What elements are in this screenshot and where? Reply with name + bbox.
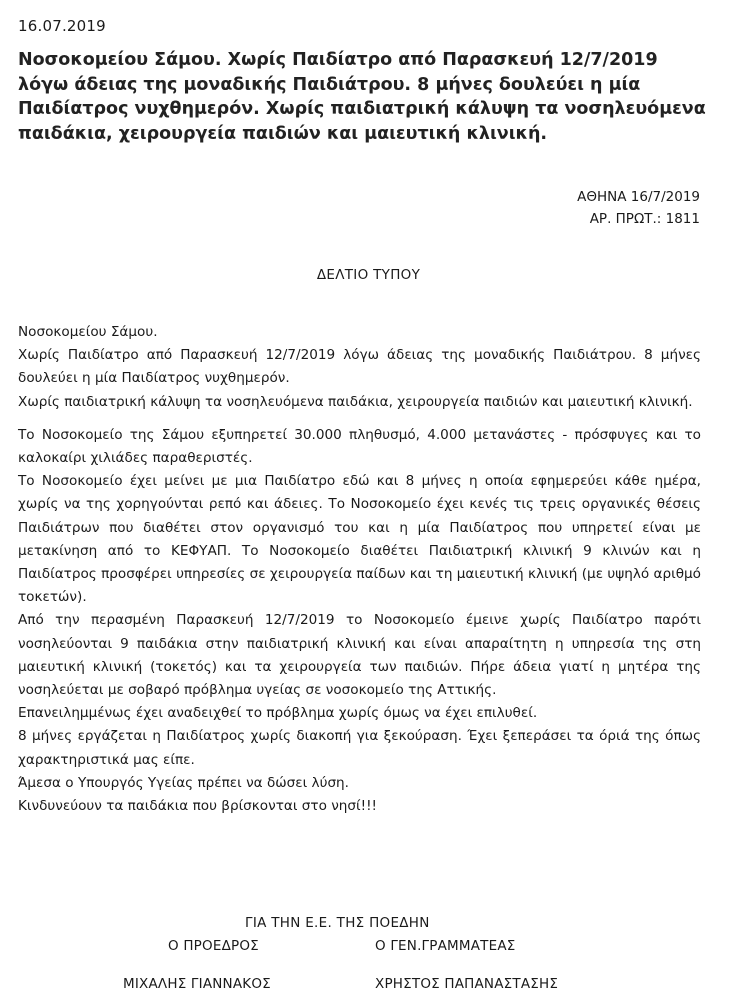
article-headline: Νοσοκομείου Σάμου. Χωρίς Παιδίατρο από Παρασκευή 12/7/2019 λόγω άδειας της μοναδικής Παιδιάτρου. 8 μήνες δουλεύει η μία Παιδίατρος νυχθημερόν. Χωρίς παιδιατρική κάλυψη τα νοσηλευόμενα παιδάκια, χειρουργεία παιδιών και μαιευτική κλινική. — [18, 50, 706, 144]
place-date: ΑΘΗΝΑ 16/7/2019 — [577, 189, 700, 205]
body-paragraph: Άμεσα ο Υπουργός Υγείας πρέπει να δώσει λύση. — [18, 774, 349, 791]
intro-line: Νοσοκομείου Σάμου. — [18, 324, 158, 340]
body-paragraph: 8 μήνες εργάζεται η Παιδίατρος χωρίς διακοπή για ξεκούραση. Έχει ξεπεράσει τα όριά της όπως χαρακτηριστικά μας είπε. — [18, 728, 701, 768]
intro-line: Χωρίς παιδιατρική κάλυψη τα νοσηλευόμενα παιδάκια, χειρουργεία παιδιών και μαιευτική κλινική. — [18, 393, 693, 410]
signature-header: ΓΙΑ ΤΗΝ Ε.Ε. ΤΗΣ ΠΟΕΔΗΝ — [245, 915, 430, 931]
president-name: ΜΙΧΑΛΗΣ ΓΙΑΝΝΑΚΟΣ — [123, 976, 271, 992]
article-date: 16.07.2019 — [18, 17, 106, 35]
body-paragraph: Κινδυνεύουν τα παιδάκια που βρίσκονται στο νησί!!! — [18, 798, 377, 815]
body-paragraph: Το Νοσοκομείο έχει μείνει με μια Παιδίατρο εδώ και 8 μήνες η οποία εφημερεύει κάθε ημέρα, χωρίς να της χορηγούνται ρεπό και άδειες. Το Νοσοκομείο έχει κενές τις τρεις οργανικές θέσεις Παιδιάτρων που διαθέτει στον οργανισμό του και η μία Παιδίατρος που υπηρετεί είναι με μετακίνηση από το ΚΕΦΥΑΠ. Το Νοσοκομείο διαθέτει Παιδιατρική κλινική 9 κλινών και η Παιδίατρος προσφέρει υπηρεσίες σε χειρουργεία παίδων και τη μαιευτική κλινική (με υψηλό αριθμό τοκετών). — [18, 473, 701, 606]
general-secretary-title: Ο ΓΕΝ.ΓΡΑΜΜΑΤΕΑΣ — [375, 938, 516, 954]
paragraph-gap — [18, 414, 701, 424]
president-title: Ο ΠΡΟΕΔΡΟΣ — [168, 938, 259, 954]
document-meta — [577, 186, 700, 230]
protocol-number: ΑΡ. ΠΡΩΤ.: 1811 — [589, 211, 700, 227]
body-paragraph: Το Νοσοκομείο της Σάμου εξυπηρετεί 30.000 πληθυσμό, 4.000 μετανάστες - πρόσφυγες και το καλοκαίρι χιλιάδες παραθεριστές. — [18, 426, 701, 467]
press-release-body — [18, 321, 701, 818]
body-paragraph: Επανειλημμένως έχει αναδειχθεί το πρόβλημα χωρίς όμως να έχει επιλυθεί. — [18, 705, 538, 722]
body-paragraph: Από την περασμένη Παρασκευή 12/7/2019 το Νοσοκομείο έμεινε χωρίς Παιδίατρο παρότι νοσηλεύονται 9 παιδάκια στην παιδιατρική κλινική και είναι απαραίτητη η υπηρεσία της στη μαιευτική κλινική (τοκετός) και τα χειρουργεία των παιδιών. Πήρε άδεια γιατί η μητέρα της νοσηλεύεται με σοβαρό πρόβλημα υγείας σε νοσοκομείο της Αττικής. — [18, 612, 701, 699]
general-secretary-name: ΧΡΗΣΤΟΣ ΠΑΠΑΝΑΣΤΑΣΗΣ — [375, 976, 559, 992]
press-release-title: ΔΕΛΤΙΟ ΤΥΠΟΥ — [316, 267, 421, 283]
intro-line: Χωρίς Παιδίατρο από Παρασκευή 12/7/2019 λόγω άδειας της μοναδικής Παιδιάτρου. 8 μήνες δουλεύει η μία Παιδίατρος νυχθημερόν. — [18, 347, 701, 387]
